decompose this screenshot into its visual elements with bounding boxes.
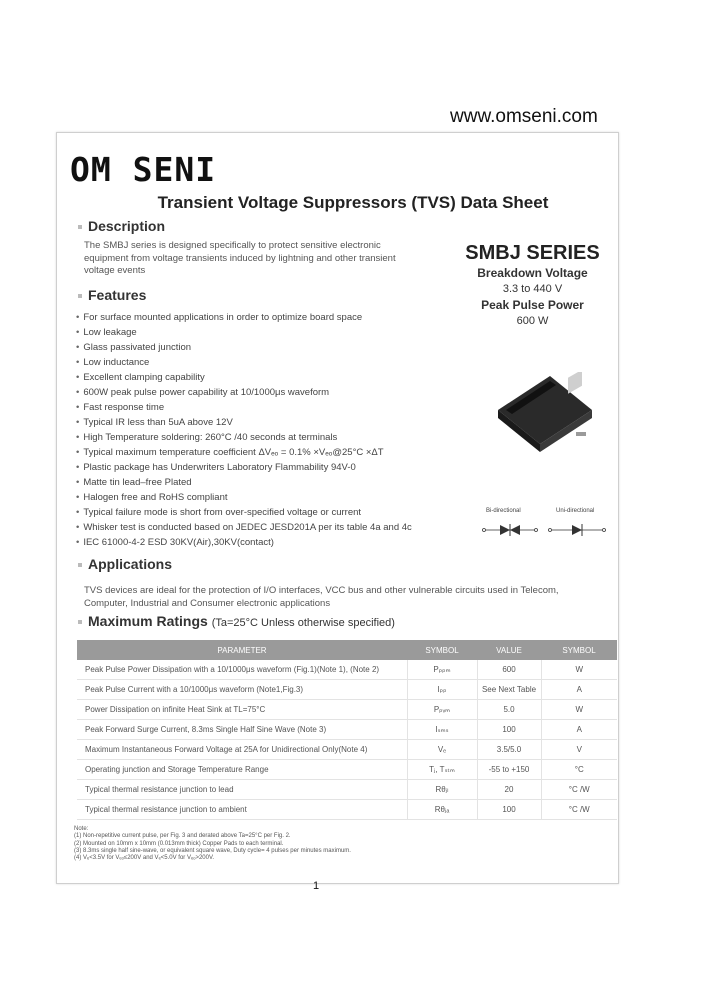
applications-heading: Applications	[78, 556, 172, 572]
value-cell: 100	[477, 720, 541, 740]
unidirectional-diode-icon	[549, 524, 606, 536]
value-cell: 600	[477, 660, 541, 680]
unit-cell: A	[541, 680, 617, 700]
bidirectional-label: Bi-directional	[486, 508, 521, 514]
company-logo: OM SENI	[70, 150, 217, 189]
symbol-cell: Vₑ	[407, 740, 477, 760]
param-cell: Operating junction and Storage Temperature Range	[77, 760, 407, 780]
param-cell: Peak Pulse Power Dissipation with a 10/1000μs waveform (Fig.1)(Note 1), (Note 2)	[77, 660, 407, 680]
feature-item: • Matte tin lead–free Plated	[76, 475, 412, 490]
table-header-row	[77, 640, 617, 660]
datasheet-title: Transient Voltage Suppressors (TVS) Data Sheet	[157, 193, 549, 212]
heading-marker	[78, 563, 82, 567]
feature-item: • Low inductance	[76, 355, 412, 370]
table-row	[77, 680, 617, 700]
applications-text: TVS devices are ideal for the protection of I/O interfaces, VCC bus and other vulnerable circuits used in Telecom, Computer, Industrial and Consumer electronic applications	[84, 585, 559, 609]
param-cell: Peak Forward Surge Current, 8.3ms Single Half Sine Wave (Note 3)	[77, 720, 407, 740]
max-ratings-table	[77, 640, 617, 820]
param-cell: Peak Pulse Current with a 10/1000μs waveform (Note1,Fig.3)	[77, 680, 407, 700]
col-symbol: SYMBOL	[407, 640, 477, 660]
col-unit: SYMBOL	[541, 640, 617, 660]
smb-package-image	[488, 372, 598, 462]
symbol-cell: Iₚₚ	[407, 680, 477, 700]
table-row	[77, 700, 617, 720]
features-list	[76, 310, 412, 550]
table-row	[77, 720, 617, 740]
value-cell: -55 to +150	[477, 760, 541, 780]
page-number: 1	[313, 880, 320, 892]
heading-marker	[78, 294, 82, 298]
peak-pulse-power-value: 600 W	[516, 315, 549, 327]
heading-marker	[78, 225, 82, 229]
features-heading: Features	[78, 287, 146, 303]
feature-item: • Halogen free and RoHS compliant	[76, 490, 412, 505]
symbol-cell: Pₚᵥₘ	[407, 700, 477, 720]
param-cell: Power Dissipation on infinite Heat Sink at TL=75°C	[77, 700, 407, 720]
unit-cell: A	[541, 720, 617, 740]
notes-block	[74, 826, 351, 862]
note-line: (4) Vₑ<3.5V for Vₑₒ≤200V and Vₑ<5.0V for Vₑₒ>200V.	[74, 855, 215, 862]
notes-title: Note:	[74, 826, 89, 832]
description-heading: Description	[78, 218, 165, 234]
feature-item: • Plastic package has Underwriters Laboratory Flammability 94V-0	[76, 460, 412, 475]
symbol-cell: Pₚₚₘ	[407, 660, 477, 680]
bidirectional-diode-icon	[483, 524, 538, 536]
col-parameter: PARAMETER	[77, 640, 407, 660]
website-url[interactable]: www.omseni.com	[450, 106, 598, 127]
note-line: (1) Non-repetitive current pulse, per Fig. 3 and derated above Ta=25°C per Fig. 2.	[74, 833, 291, 840]
feature-item: • IEC 61000-4-2 ESD 30KV(Air),30KV(contact)	[76, 535, 412, 550]
note-line: (3) 8.3ms single half sine-wave, or equivalent square wave, Duty cycle= 4 pulses per minutes maximum.	[74, 847, 351, 854]
value-cell: 3.5/5.0	[477, 740, 541, 760]
unit-cell: °C	[541, 760, 617, 780]
max-ratings-heading: Maximum Ratings (Ta=25°C Unless otherwise specified)	[78, 613, 395, 629]
table-row	[77, 740, 617, 760]
description-text: The SMBJ series is designed specifically to protect sensitive electronic equipment from voltage transients induced by lightning and other transient voltage events	[84, 240, 396, 276]
max-ratings-subheading: (Ta=25°C Unless otherwise specified)	[211, 617, 395, 629]
symbol-cell: Rθⱼₐ	[407, 800, 477, 820]
feature-item: • Whisker test is conducted based on JEDEC JESD201A per its table 4a and 4c	[76, 520, 412, 535]
diode-symbols	[478, 508, 618, 548]
feature-item: • Typical failure mode is short from over-specified voltage or current	[76, 505, 412, 520]
unidirectional-label: Uni-directional	[556, 508, 595, 514]
feature-item: • Typical IR less than 5uA above 12V	[76, 415, 412, 430]
symbol-cell: Iₛₘₛ	[407, 720, 477, 740]
feature-item: • Low leakage	[76, 325, 412, 340]
col-value: VALUE	[477, 640, 541, 660]
breakdown-voltage-label: Breakdown Voltage	[477, 266, 588, 280]
param-cell: Typical thermal resistance junction to ambient	[77, 800, 407, 820]
feature-item: • Fast response time	[76, 400, 412, 415]
value-cell: 5.0	[477, 700, 541, 720]
value-cell: 20	[477, 780, 541, 800]
peak-pulse-power-label: Peak Pulse Power	[481, 298, 584, 312]
feature-item: • Typical maximum temperature coefficient ΔVₑₒ = 0.1% ×Vₑₒ@25°C ×ΔT	[76, 445, 412, 460]
table-row	[77, 660, 617, 680]
value-cell: 100	[477, 800, 541, 820]
note-line: (2) Mounted on 10mm x 10mm (0.013mm thick) Copper Pads to each terminal.	[74, 840, 284, 847]
unit-cell: °C /W	[541, 800, 617, 820]
feature-item: • Excellent clamping capability	[76, 370, 412, 385]
value-cell: See Next Table	[477, 680, 541, 700]
symbol-cell: Tⱼ, Tₛₜₘ	[407, 760, 477, 780]
table-row	[77, 780, 617, 800]
breakdown-voltage-value: 3.3 to 440 V	[502, 283, 563, 295]
feature-item: • 600W peak pulse power capability at 10/1000μs waveform	[76, 385, 412, 400]
feature-item: • High Temperature soldering: 260°C /40 seconds at terminals	[76, 430, 412, 445]
unit-cell: °C /W	[541, 780, 617, 800]
feature-item: • Glass passivated junction	[76, 340, 412, 355]
unit-cell: V	[541, 740, 617, 760]
unit-cell: W	[541, 660, 617, 680]
param-cell: Typical thermal resistance junction to lead	[77, 780, 407, 800]
series-title: SMBJ SERIES	[465, 242, 600, 264]
feature-item: • For surface mounted applications in order to optimize board space	[76, 310, 412, 325]
unit-cell: W	[541, 700, 617, 720]
symbol-cell: Rθⱼₗ	[407, 780, 477, 800]
heading-marker	[78, 620, 82, 624]
table-row	[77, 760, 617, 780]
param-cell: Maximum Instantaneous Forward Voltage at 25A for Unidirectional Only(Note 4)	[77, 740, 407, 760]
table-row	[77, 800, 617, 820]
